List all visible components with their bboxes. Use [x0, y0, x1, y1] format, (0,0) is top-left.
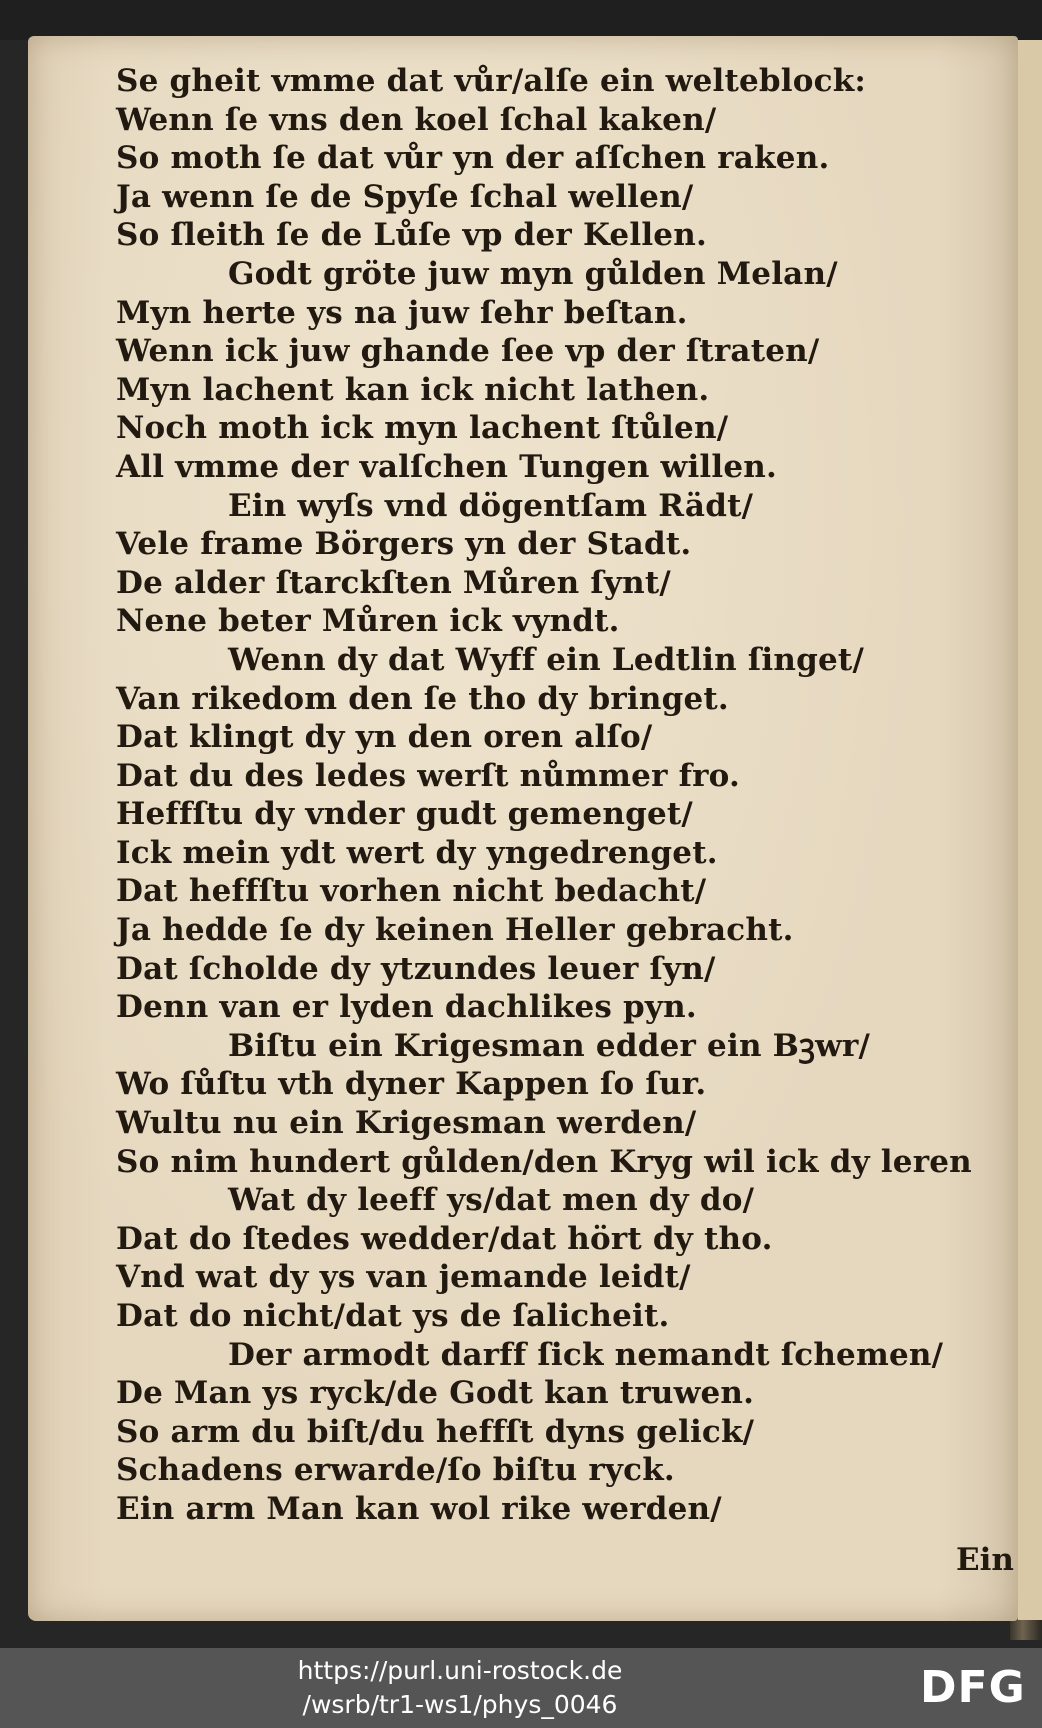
text-line: Dat ſcholde dy ytzundes leuer ſyn/ [116, 950, 716, 987]
source-url[interactable] [220, 1654, 700, 1722]
text-line: So arm du biſt/du heffſt dyns gelick/ [116, 1413, 755, 1450]
viewer-footer [0, 1648, 1042, 1728]
text-line: Wat dy leeff ys/dat men dy do/ [228, 1182, 755, 1219]
text-line: Myn herte ys na juw ſehr beſtan. [116, 294, 688, 331]
text-line: De alder ſtarckſten Můren ſynt/ [116, 564, 671, 601]
text-line: Dat do nicht/dat ys de ſalicheit. [116, 1298, 670, 1334]
text-line: Der armodt darff ſick nemandt ſchemen/ [228, 1336, 944, 1373]
text-line: Se gheit vmme dat vůr/alſe ein welteblock: [116, 63, 867, 99]
text-line: So moth ſe dat vůr yn der aſſchen raken. [116, 140, 830, 177]
catchword: Ein [956, 1542, 1014, 1578]
text-line: Myn lachent kan ick nicht lathen. [116, 371, 710, 408]
source-url-line-2: /wsrb/tr1-ws1/phys_0046 [302, 1690, 618, 1719]
text-line: So ſleith ſe de Lůſe vp der Kellen. [116, 217, 707, 254]
text-line: Godt gröte juw myn gůlden Melan/ [228, 255, 838, 292]
source-url-line-1: https://purl.uni-rostock.de [297, 1656, 623, 1685]
scan-background [0, 0, 1042, 40]
poem-text [116, 62, 1026, 1529]
text-line: Dat du des ledes werſt nůmmer fro. [116, 757, 740, 794]
text-line: Vnd wat dy ys van jemande leidt/ [116, 1259, 691, 1296]
text-line: Nene beter Můren ick vyndt. [116, 603, 620, 640]
text-line: Heffſtu dy vnder gudt gemenget/ [116, 796, 693, 833]
text-line: Ja wenn ſe de Spyſe ſchal wellen/ [116, 178, 694, 215]
text-line: So nim hundert gůlden/den Kryg wil ick dy leren [116, 1143, 972, 1180]
text-line: Dat klingt dy yn den oren alſo/ [116, 719, 653, 756]
text-line: Wultu nu ein Krigesman werden/ [116, 1105, 697, 1142]
text-line: Wenn dy dat Wyff ein Ledtlin ſinget/ [228, 641, 864, 678]
text-line: Wenn ſe vns den koel ſchal kaken/ [116, 101, 717, 138]
text-line: Wo ſůſtu vth dyner Kappen ſo ſur. [116, 1066, 707, 1103]
text-line: Ein arm Man kan wol rike werden/ [116, 1490, 722, 1527]
text-line: Vele frame Börgers yn der Stadt. [116, 526, 692, 563]
text-line: Noch moth ick myn lachent ſtůlen/ [116, 410, 729, 447]
text-line: Ick mein ydt wert dy yngedrenget. [116, 834, 718, 871]
text-line: Dat heffſtu vorhen nicht bedacht/ [116, 873, 707, 910]
text-line: Ja hedde ſe dy keinen Heller gebracht. [116, 912, 794, 949]
text-line: All vmme der valſchen Tungen willen. [116, 448, 778, 485]
text-line: Ein wyſs vnd dögentſam Rädt/ [228, 487, 754, 524]
text-line: Van rikedom den ſe tho dy bringet. [116, 680, 729, 717]
text-line: Wenn ick juw ghande ſee vp der ſtraten/ [116, 333, 820, 370]
text-line: De Man ys ryck/de Godt kan truwen. [116, 1375, 755, 1412]
text-line: Denn van er lyden dachlikes pyn. [116, 989, 697, 1026]
text-line: Schadens erwarde/ſo biſtu ryck. [116, 1452, 675, 1489]
text-line: Dat do ſtedes wedder/dat hört dy tho. [116, 1220, 773, 1257]
text-line: Biſtu ein Krigesman edder ein Bꝫwr/ [228, 1027, 871, 1064]
dfg-logo: DFG [920, 1662, 1026, 1713]
